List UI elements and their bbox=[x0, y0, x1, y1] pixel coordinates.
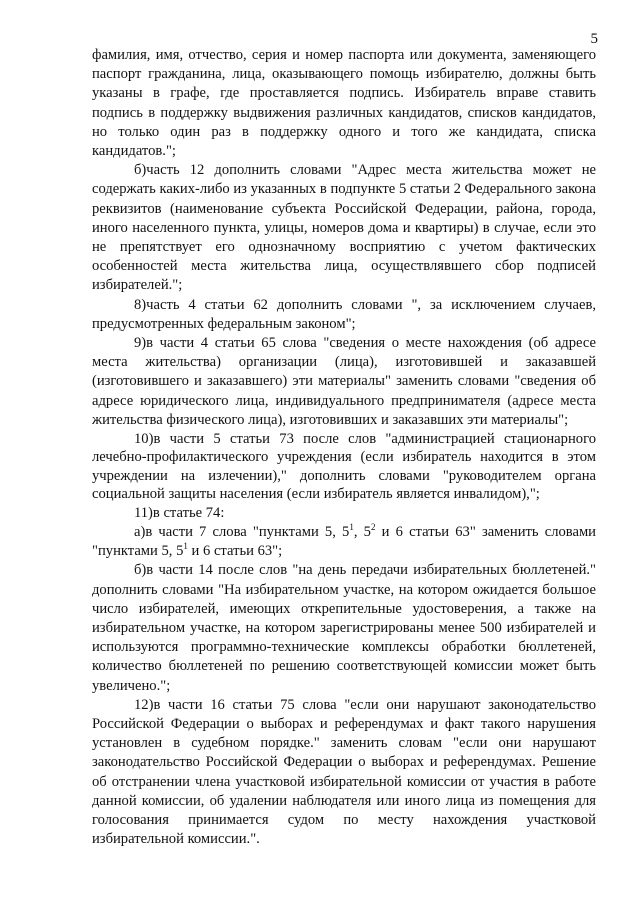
paragraph-text: 10)в части 5 статьи 73 после слов "администрацией стационарного лечебно-профилактического учреждения (если избиратель находится в этом учреждении на излечении)," дополнить словами "руководителем органа социальной защиты населения (если избиратель является инвалидом),"; bbox=[92, 431, 596, 503]
paragraph-text: и 6 статьи 63"; bbox=[187, 543, 283, 560]
paragraph-text: , 5 bbox=[353, 523, 371, 540]
paragraph-item-6b-address bbox=[92, 161, 596, 295]
superscript: 1 bbox=[349, 521, 354, 532]
paragraph-item-9 bbox=[92, 334, 596, 430]
paragraph-item-11 bbox=[92, 504, 596, 523]
paragraph-text: б)в части 14 после слов "на день передачи избирательных бюллетеней." дополнить словами "На избирательном участке, на котором ожидается большое число избирателей, имеющих открепительные удостоверения, а также на избирательном участке, на котором зарегистрированы менее 500 избирателей и используются программно-технические комплексы обработки бюллетеней, количество бюллетеней по решению соответствующей комиссии может быть увеличено."; bbox=[92, 562, 596, 694]
paragraph-text: б)часть 12 дополнить словами "Адрес места жительства может не содержать каких-либо из указанных в подпункте 5 статьи 2 Федерального закона реквизитов (наименование субъекта Российской Федерации, района, города, иного населенного пункта, улицы, номеров дома и квартиры) в случае, если это не препятствует его однозначному восприятию с учетом фактических особенностей места жительства лица, осуществлявшего сбор подписей избирателей."; bbox=[92, 162, 596, 294]
paragraph-text: и 6 статьи 63" заменить словами "пунктами 5, 5 bbox=[92, 523, 596, 560]
paragraph-item-8 bbox=[92, 296, 596, 334]
paragraph-text: 9)в части 4 статьи 65 слова "сведения о месте нахождения (об адресе места жительства) организации (лица), изготовившей и заказавшей (изготовившего и заказавшего) эти материалы" заменить словами "сведения об адресе юридического лица, индивидуального предпринимателя (адресе места жительства физического лица), изготовивших и заказавших эти материалы"; bbox=[92, 335, 596, 428]
paragraph-item-11b bbox=[92, 561, 596, 695]
paragraph-text: 11)в статье 74: bbox=[134, 504, 225, 521]
superscript: 2 bbox=[370, 521, 376, 532]
paragraph-item-12 bbox=[92, 696, 596, 850]
paragraph-text: фамилия, имя, отчество, серия и номер паспорта или документа, заменяющего паспорт гражданина, лица, оказывающего помощь избирателю, должны быть указаны в графе, где проставляется подпись. Избиратель вправе ставить подпись в поддержку выдвижения различных кандидатов, списков кандидатов, но только один раз в поддержку одного и того же кандидата, списка кандидатов."; bbox=[92, 47, 596, 160]
paragraph-text: 8)часть 4 статьи 62 дополнить словами ", за исключением случаев, предусмотренных федеральным законом"; bbox=[92, 296, 596, 332]
document-body bbox=[92, 46, 596, 849]
paragraph-item-10 bbox=[92, 430, 596, 504]
paragraph-item-11a bbox=[92, 523, 596, 561]
paragraph-text: а)в части 7 слова "пунктами 5, 5 bbox=[134, 523, 350, 540]
paragraph-signature-list-continuation bbox=[92, 46, 596, 161]
paragraph-text: 12)в части 16 статьи 75 слова "если они нарушают законодательство Российской Федерации о выборах и референдумах и факт такого нарушения установлен в судебном порядке." заменить словам "если они нарушают законодательство Российской Федерации о выборах и референдумах. Решение об отстранении члена участковой избирательной комиссии от участия в работе данной комиссии, об удалении наблюдателя или иного лица из помещения для голосования принимается судом по месту нахождения участковой избирательной комиссии.". bbox=[92, 696, 596, 848]
page-number: 5 bbox=[590, 31, 598, 47]
superscript: 1 bbox=[183, 541, 188, 552]
